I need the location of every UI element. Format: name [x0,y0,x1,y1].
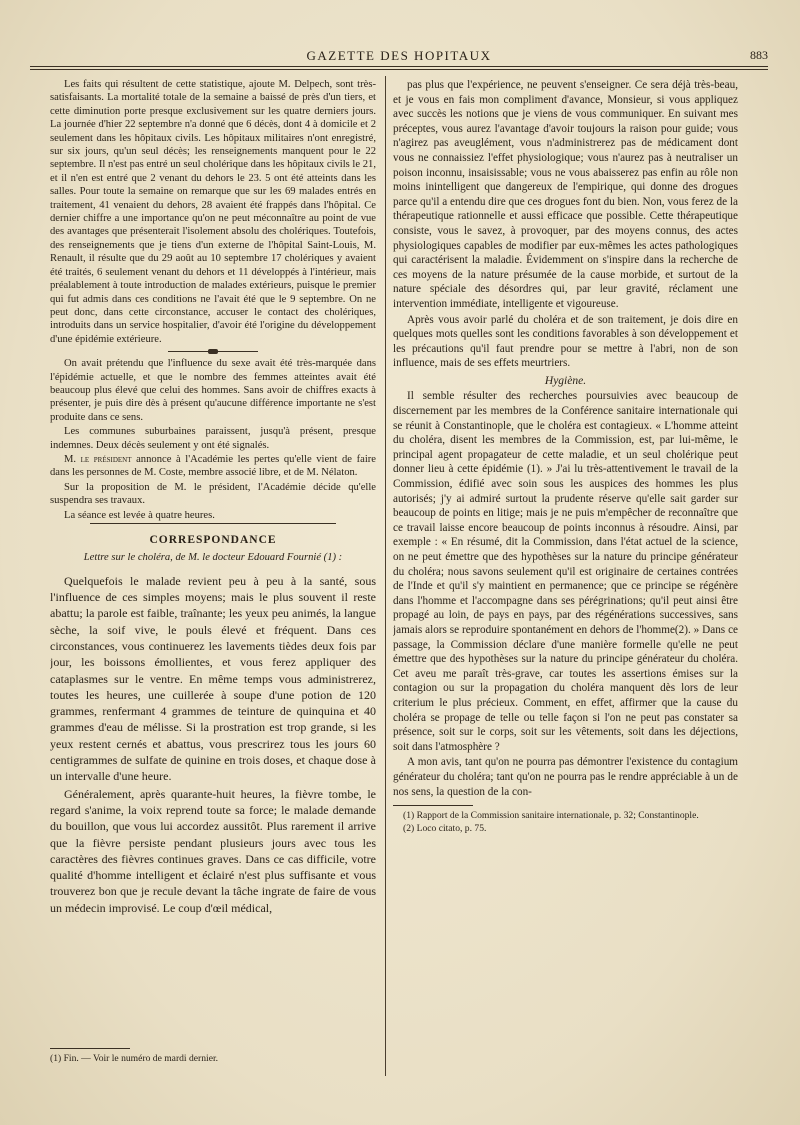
left-footnotes [50,1048,376,1064]
footnote-rule [50,1048,130,1049]
paragraph: Généralement, après quarante-huit heures, la fièvre tombe, le regard s'anime, la voix reprend toute sa force; le malade demande du bouillon, que vous lui accordez aussitôt. Plus rarement il arrive que la fièvre persiste pendant plusieurs jours avec tous les caractères des fièvres continues graves. Dans ce cas difficile, votre qualité d'homme intelligent et éclairé n'est plus suffisante et vous trouverez bon que je recule devant la tâche ingrate de faire de vous un médecin improvisé. Le coup d'œil médical, [50,786,376,915]
section-rule [90,523,336,524]
paragraph: Les faits qui résultent de cette statistique, ajoute M. Delpech, sont très-satisfaisants. La mortalité totale de la semaine a baissé de près d'un tiers, et cette diminution porte presque exclusivement sur les quatre derniers jours. La journée d'hier 22 septembre n'a donné que 6 décès, dont 4 à domicile et 2 seulement dans les hôpitaux civils. Les hôpitaux militaires n'ont enregistré, sur six jours, qu'un seul décès; les renseignements manquent pour le 22 septembre. Il n'est pas entré un seul cholérique dans les hôpitaux civils le 21, et il n'en est entré que 2 venant du dehors le 23. 5 ont été atteints dans les salles. Pour toute la semaine on remarque que sur les 69 malades entrés en traitement, 41 venaient du dehors, 28 avaient été frappés dans l'hôpital. Ce dernier chiffre a une importance qu'on ne peut méconnaître au point de vue des avantages que présenterait l'isolement absolu des cholériques. Toutefois, des renseignements que je tiens d'un externe de l'hôpital Saint-Louis, M. Renault, il résulte que du 29 août au 10 septembre 17 cholériques y avaient été traités, 6 seulement venant du dehors et 11 développés à l'intérieur, mais préalablement à toute introduction de malades extérieurs, puisque le premier qui fut admis dans ces conditions ne l'avait été que le 9 septembre. On ne peut donc, dans cette circonstance, accuser le contact des cholériques, introduits dans un service hospitalier, d'avoir été l'origine du développement d'une épidémie extérieure. [50,79,376,345]
left-column [50,78,376,1118]
speaker-name: M. le président [64,453,132,465]
right-column [393,78,738,1118]
paragraph: On avait prétendu que l'influence du sexe avait été très-marquée dans l'épidémie actuelle, et que le nombre des femmes atteintes avait été beaucoup plus élevé que celui des hommes. Sans avoir de chiffres exacts à présenter, je puis dire dès à présent qu'aucune différence importante ne s'est produite dans ce sens. [50,358,376,423]
paragraph [50,453,376,480]
paragraph-text: annonce à l'Académie les pertes qu'elle vient de faire dans les personnes de M. Coste, membre associé libre, et de M. Nélaton. [50,453,376,479]
paragraph: pas plus que l'expérience, ne peuvent s'enseigner. Ce sera déjà très-beau, et je vous en fais mon compliment d'avance, Monsieur, si vous appliquez avec succès les notions que je viens de vous communiquer. En suivant mes préceptes, vous aurez l'avantage d'avoir toujours la raison pour guide; vous n'agirez pas aveuglément, vous n'administrerez pas de médicament dont vous ne connaissiez l'effet physiologique; vous n'aurez pas à neutraliser un poison inconnu, insaisissable; vous ne vous abaisserez pas enfin au rôle non moins inintelligent que dangereux de l'empirique, qui donne des drogues parce qu'il a entendu dire que ces drogues font du bien. Non, vous ferez de la thérapeutique rationnelle et aussi efficace que possible. Cette thérapeutique consiste, vous le savez, à provoquer, par des moyens connus, des actes physiologiques capables de modifier par eux-mêmes les actes pathologiques qui caractérisent la maladie. Évidemment on s'inspire dans la recherche de ces moyens de la nature présumée de la cause morbide, et surtout de la nature spéciale des désordres qui, par leur gravité, réclament une intervention immédiate, intelligente et vigoureuse. [393,79,738,310]
header-rule [30,66,768,67]
paragraph: Les communes suburbaines paraissent, jusqu'à présent, presque indemnes. Deux décès seulement y ont été signalés. [50,426,376,451]
footnote: (1) Rapport de la Commission sanitaire internationale, p. 32; Constantinople. [403,810,699,822]
footnote: (2) Loco citato, p. 75. [403,823,487,835]
paragraph: La séance est levée à quatre heures. [64,509,215,521]
section-heading: Hygiène. [544,374,587,387]
paragraph: Sur la proposition de M. le président, l'Académie décide qu'elle suspendra ses travaux. [50,481,376,507]
paragraph: Après vous avoir parlé du choléra et de son traitement, je dois dire en quelques mots quelles sont les conditions favorables à son développement et les précautions qu'il faut prendre pour se mettre à l'abri, non de son influence, mais de ses effets meurtriers. [393,313,738,370]
column-divider [385,76,386,1076]
paragraph: Quelquefois le malade revient peu à peu à la santé, sous l'influence de ces simples moyens; mais le plus souvent il reste abattu; la parole est faible, traînante; les yeux peu animés, la langue sèche, la soif vive, le pouls élevé et fréquent. Dans ces circonstances, vous continuerez les lavements tièdes deux fois par jour, les boissons émollientes, et vous ferez appliquer des cataplasmes sur le ventre. En même temps vous administrerez, toutes les heures, une cuillerée à soupe d'une potion de 120 grammes, renfermant 4 grammes de teinture de quinquina et 40 grammes d'eau de mélisse. Si la prostration est trop grande, si les yeux restent cernés et abattus, vous prescrirez tous les jours 60 centigrammes de sulfate de quinine en trois doses, et chaque dose à un intervalle d'une heure. [50,573,376,784]
footnote: (1) Fin. — Voir le numéro de mardi dernier. [50,1053,219,1064]
section-title: CORRESPONDANCE [149,534,277,546]
paragraph: Il semble résulter des recherches poursuivies avec beaucoup de discernement par les membres de la Conférence sanitaire internationale qui se réunit à Constantinople, que le choléra est contagieux. « L'homme atteint du choléra, disent les membres de la Commission, est, par lui-même, le principal agent propagateur de cette maladie, et un seul cholérique peut donner lieu à cette épidémie (1). » J'ai lu très-attentivement le travail de la Commission, édifié avec soin sous les auspices des hommes les plus autorisés; j'y ai admiré surtout la prudente réserve qu'elle sait garder sur beaucoup de points en litige; mais je ne puis m'empêcher de reconnaître que ce travail laisse encore beaucoup de points inconnus à résoudre. Ainsi, par exemple : « En résumé, dit la Commission, dans l'état actuel de la science, on ne peut émettre que des hypothèses sur la nature du principe générateur du choléra; nous savons seulement qu'il est originaire de certaines contrées de l'Inde et qu'il s'y maintient en permanence; que ce principe se régénère dans l'homme et l'accompagne dans ses pérégrinations; qu'il peut ainsi être propagé au loin, de pays en pays, par des régénérations successives, sans jamais alors se reproduire spontanément en dehors de l'homme(2). » Dans ce passage, la Commission déclare d'une manière formelle qu'elle ne peut émettre que des hypothèses sur la nature du principe générateur du choléra. Cet aveu me paraît très-grave, car toutes les assertions émises sur la contagion ou sur la propagation du choléra manquent dès lors de leur criterium le plus précieux. Comment, en effet, affirmer que la cause du choléra se propage de telle ou telle façon si l'on ne peut pas constater sa présence, soit sur le corps, soit sur les vêtements, soit dans les déjections, soit dans l'atmosphère ? [393,390,738,753]
footnote-rule [393,805,473,806]
letter-title: Lettre sur le choléra, de M. le docteur Edouard Fournié (1) : [83,552,343,564]
journal-title: GAZETTE DES HOPITAUX [306,48,492,63]
page-number: 883 [750,48,768,62]
separator [168,351,258,352]
paragraph: A mon avis, tant qu'on ne pourra pas démontrer l'existence du contagium générateur du choléra; tant qu'on ne pourra pas le rendre appréciable à un de nos sens, la question de la con- [393,756,738,798]
header-rule-double [30,69,768,70]
